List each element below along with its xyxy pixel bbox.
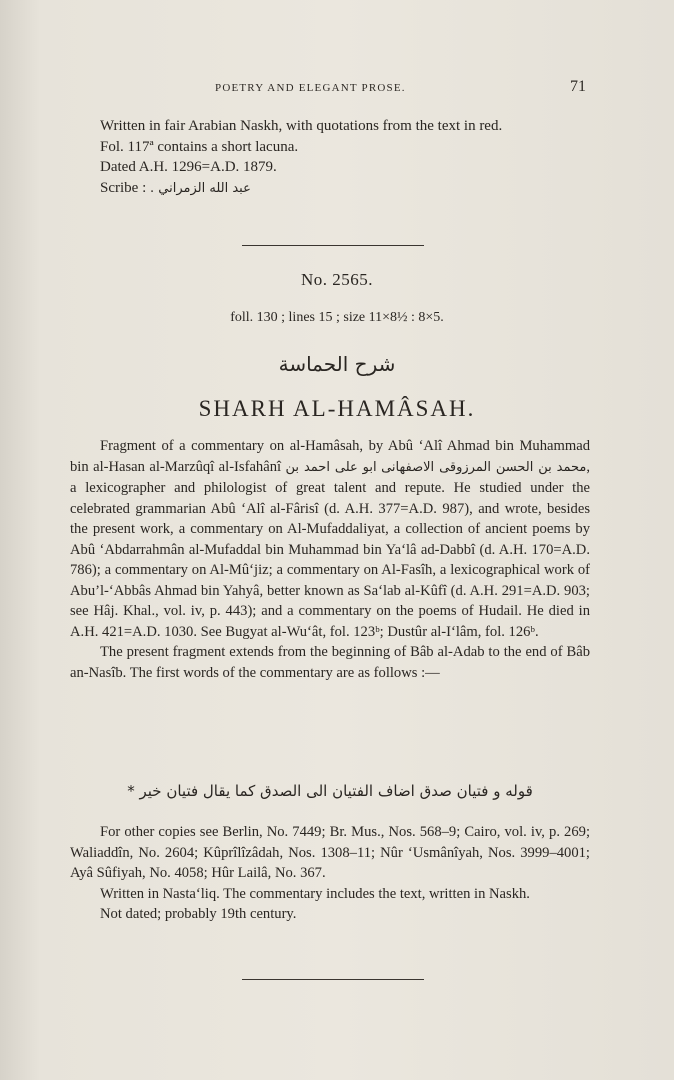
arabic-incipit: قوله و فتیان صدق اضاف الفتیان الی الصدق كما يقال فتيان خير *: [127, 782, 533, 800]
paragraph-other-copies: For other copies see Berlin, No. 7449; Br. Mus., Nos. 568–9; Cairo, vol. iv, p. 269; Waliaddîn, No. 2604; Kûprîlîzâdah, Nos. 1308–11; Nûr ‘Usmânîyah, Nos. 3999–4001; Ayâ Sûfiyah, No. 4058; Hûr Lailâ, No. 367.: [70, 824, 590, 881]
scribe-label: Scribe :: [100, 179, 147, 196]
entry-title: SHARH AL-HAMÂSAH.: [198, 396, 476, 421]
entry-number: No. 2565.: [300, 270, 374, 289]
date-note: Dated A.H. 1296=A.D. 1879.: [100, 159, 277, 175]
entry-body: [70, 436, 590, 683]
folio-details: foll. 130 ; lines 15 ; size 11×8½ : 8×5.: [230, 310, 444, 325]
paragraph-description: [70, 436, 590, 642]
script-note: Written in fair Arabian Naskh, with quotations from the text in red.: [100, 118, 503, 134]
paragraph-script: Written in Nasta‘liq. The commentary includes the text, written in Naskh.: [100, 885, 530, 902]
description-text-a: Fragment of a commentary on al-Hamâsah, by Abû ‘Alî Ahmad bin Muhammad bin al-Hasan al-Marzûqî al-Isfahânî: [70, 438, 590, 475]
paragraph-date: Not dated; probably 19th century.: [100, 906, 297, 922]
section-divider-bottom: [242, 979, 424, 980]
author-name-arabic-2: محمد بن الحسن المرزوقی الاصفهانی: [381, 459, 587, 475]
page-header: [0, 80, 674, 100]
paragraph-extent: The present fragment extends from the beginning of Bâb al-Adab to the end of Bâb an-Nasîb. The first words of the commentary are as follows :—: [70, 644, 590, 681]
description-text-b: , a lexicographer and philologist of great talent and repute. He studied under the celebrated grammarian Abû ‘Alî al-Fârisî (d. A.H. 377=A.D. 987), and wrote, besides the present work, a commentary on Al-Mufaddaliyat, a collection of ancient poems by Abû ‘Abdarrahmân al-Mufaddal bin Muhammad bin Ya‘lâ ad-Dabbî (d. A.H. 170=A.D. 786); a commentary on Al-Mû‘jiz; a commentary on Al-Fasîh, a lexicographical work of Abu’l-‘Abbâs Ahmad bin Yahyâ, better known as Sa‘lab al-Kûfî (d. A.H. 291=A.D. 903; see Hâj. Khal., vol. iv, p. 443); and a commentary on the poems of Hudail. He died in A.H. 421=A.D. 1030. See Bugyat al-Wu‘ât, fol. 123ᵇ; Dustûr al-I‘lâm, fol. 126ᵇ.: [70, 458, 591, 640]
running-head: POETRY AND ELEGANT PROSE.: [215, 82, 406, 94]
scribe-note: [70, 178, 590, 200]
previous-entry-notes: [70, 116, 590, 199]
lacuna-note: Fol. 117ª contains a short lacuna.: [100, 138, 299, 155]
page-number: 71: [570, 78, 586, 95]
entry-body-continued: [70, 822, 590, 925]
author-name-arabic-1: ابو علی احمد بن: [285, 459, 377, 475]
arabic-title: شرح الحماسة: [278, 352, 396, 376]
section-divider: [242, 245, 424, 246]
scribe-arabic: عبد الله الزمراني .: [150, 180, 251, 196]
